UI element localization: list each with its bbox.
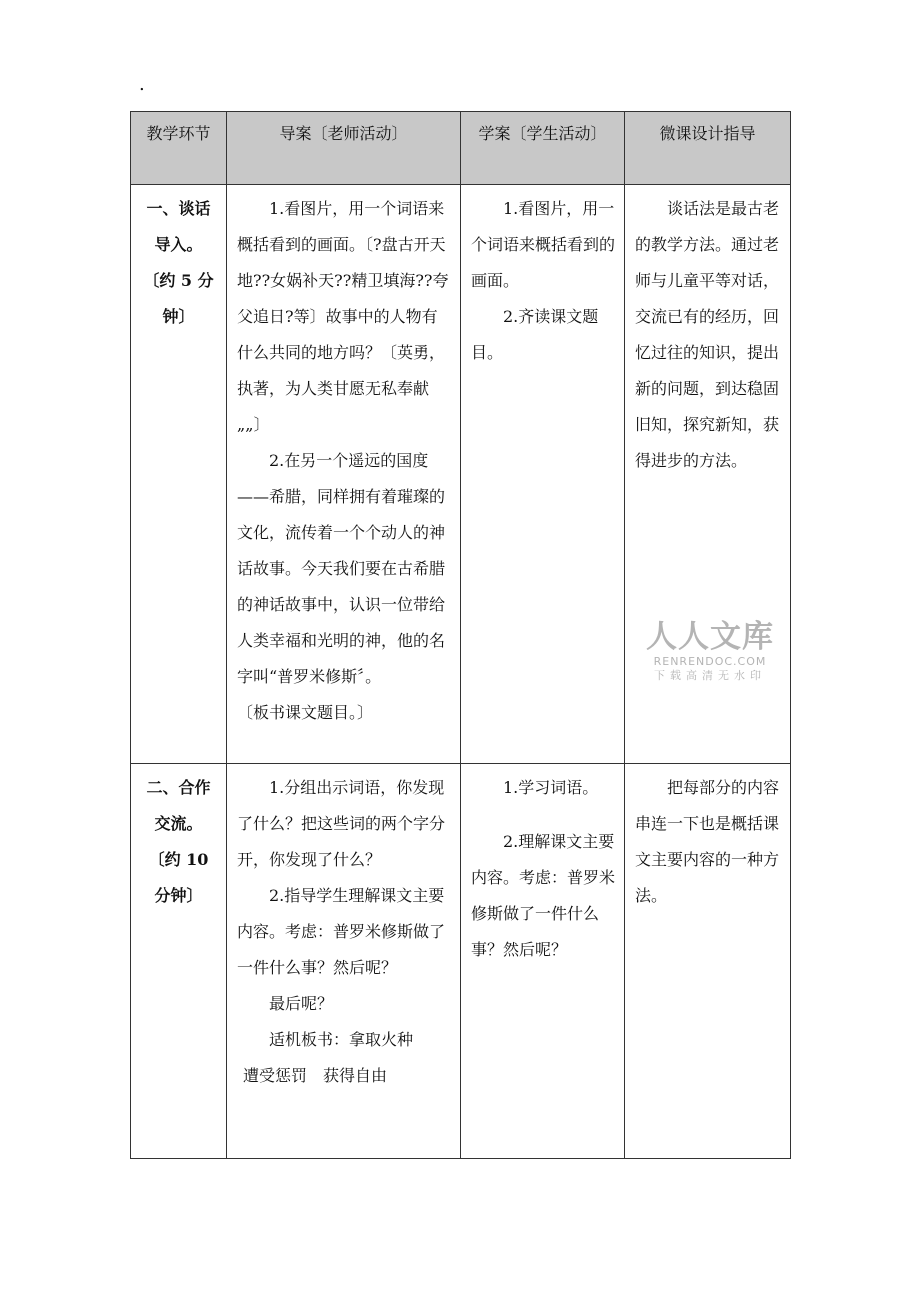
teacher-paragraph: 2.指导学生理解课文主要内容。考虑：普罗米修斯做了一件什么事？然后呢？	[237, 886, 446, 977]
header-cell-guide: 微课设计指导	[625, 112, 791, 185]
watermark-subtitle: 下载高清无水印	[654, 669, 766, 682]
student-paragraph: 1.看图片，用一个词语来概括看到的画面。	[471, 199, 616, 290]
teacher-paragraph: 1.分组出示词语，你发现了什么？把这些词的两个字分开，你发现了什么？	[237, 778, 446, 869]
phase-cell	[131, 764, 227, 1159]
guide-paragraph: 把每部分的内容串连一下也是概括课文主要内容的一种方法。	[635, 778, 780, 905]
header-cell-student: 学案〔学生活动〕	[461, 112, 625, 185]
header-cell-teacher: 导案〔老师活动〕	[227, 112, 461, 185]
teacher-paragraph: 1.看图片，用一个词语来概括看到的画面。〔?盘古开天地??女娲补天??精卫填海??夸父追日?等〕故事中的人物有什么共同的地方吗？〔英勇，执著，为人类甘愿无私奉献„„〕	[237, 199, 449, 434]
teacher-paragraph: 最后呢？	[269, 994, 334, 1013]
guide-cell	[625, 764, 791, 1159]
student-activity-cell	[461, 764, 625, 1159]
page-marker: .	[139, 74, 145, 95]
phase-cell	[131, 185, 227, 764]
guide-paragraph: 谈话法是最古老的教学方法。通过老师与儿童平等对话，交流已有的经历，回忆过往的知识，提出新的问题，到达稳固旧知，探究新知，获得进步的方法。	[635, 199, 780, 470]
header-cell-phase: 教学环节	[131, 112, 227, 185]
teacher-paragraph: 2.在另一个遥远的国度——希腊，同样拥有着璀璨的文化，流传着一个个动人的神话故事。今天我们要在古希腊的神话故事中，认识一位带给人类幸福和光明的神，他的名字叫“普罗米修斯〞。	[237, 451, 446, 686]
blackboard-line: 遭受惩罚 获得自由	[243, 1066, 388, 1085]
watermark-logo	[646, 619, 774, 683]
watermark-url: RENRENDOC.COM	[653, 655, 767, 668]
student-paragraph: 1.学习词语。	[503, 778, 599, 797]
student-paragraph: 2.齐读课文题目。	[471, 307, 599, 362]
phase-line: 二、合作	[146, 778, 211, 797]
table-header-row	[131, 112, 791, 185]
phase-line: 钟〕	[162, 307, 195, 326]
blackboard-line: 适机板书：拿取火种	[269, 1030, 414, 1049]
teacher-paragraph: 〔板书课文题目。〕	[237, 703, 374, 722]
phase-line: 〔约 10	[148, 850, 209, 869]
table-row	[131, 764, 791, 1159]
student-paragraph: 2.理解课文主要内容。考虑：普罗米修斯做了一件什么事？然后呢？	[471, 832, 616, 959]
phase-line: 交流。	[154, 814, 203, 833]
phase-line: 一、谈话	[146, 199, 211, 218]
watermark-title: 人人文库	[646, 619, 774, 655]
phase-line: 〔约 5 分	[143, 271, 214, 290]
phase-line: 导入。	[154, 235, 203, 254]
teacher-activity-cell	[227, 764, 461, 1159]
teacher-activity-cell	[227, 185, 461, 764]
phase-line: 分钟〕	[154, 886, 203, 905]
student-activity-cell	[461, 185, 625, 764]
